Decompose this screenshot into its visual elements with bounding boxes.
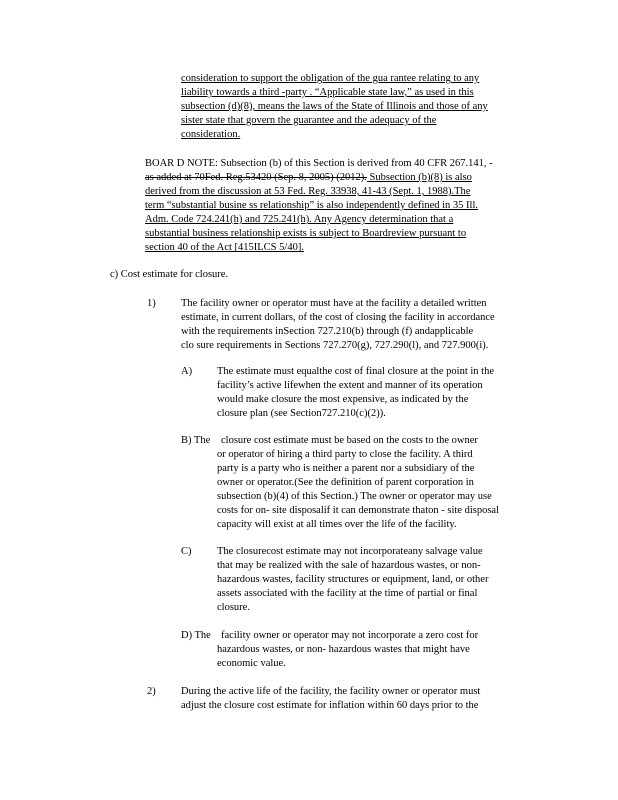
item-a-paragraph xyxy=(217,365,535,421)
item-b-paragraph xyxy=(217,434,537,532)
text-line: subsection (d)(8), means the laws of the State of Illinois and those of any xyxy=(181,101,488,112)
text-line: consideration. xyxy=(181,129,241,140)
text-line: hazardous wastes, facility structures or equipment, land, or other xyxy=(217,574,489,585)
item-letter: D) The xyxy=(181,630,211,641)
item-d-paragraph xyxy=(217,629,537,671)
text-line: During the active life of the facility, the facility owner or operator must xyxy=(181,686,481,697)
item-c-paragraph xyxy=(217,545,535,615)
text-line: The closurecost estimate may not incorporateany salvage value xyxy=(217,546,483,557)
consideration-paragraph xyxy=(181,72,531,142)
item-letter: B) The xyxy=(181,435,211,446)
text-line: adjust the closure cost estimate for inflation within 60 days prior to the xyxy=(181,700,479,711)
text-line: facility owner or operator may not incorporate a zero cost for xyxy=(221,630,479,641)
board-note-line: derived from the discussion at 53 Fed. Reg. 33938, 41-43 (Sept. 1, 1988).The xyxy=(145,186,471,197)
board-note-line: Adm. Code 724.241(h) and 725.241(h). Any Agency determination that a xyxy=(145,214,454,225)
text-line: or operator of hiring a third party to close the facility. A third xyxy=(217,449,473,460)
text-line: closure plan (see Section727.210(c)(2)). xyxy=(217,408,386,419)
text-line: that may be realized with the sale of hazardous wastes, or non- xyxy=(217,560,481,571)
board-note-line: term “substantial busine ss relationship” is also independently defined in 35 Ill. xyxy=(145,200,479,211)
board-note-line: substantial business relationship exists is subject to Boardreview pursuant to xyxy=(145,228,467,239)
item-number: 2) xyxy=(147,686,156,697)
text-line: subsection (b)(4) of this Section.) The owner or operator may use xyxy=(217,491,492,502)
struck-text: as added at 70Fed. Reg.53420 (Sep. 8, 2005) (2012). xyxy=(145,172,367,183)
item-letter: A) xyxy=(181,366,193,377)
text-line: clo sure requirements in Sections 727.270(g), 727.290(l), and 727.900(i). xyxy=(181,340,489,351)
board-note-line: section 40 of the Act [415ILCS 5/40]. xyxy=(145,242,304,253)
text-line: The estimate must equalthe cost of final closure at the point in the xyxy=(217,366,495,377)
text-line: capacity will exist at all times over the life of the facility. xyxy=(217,519,457,530)
text-line: facility’s active lifewhen the extent and manner of its operation xyxy=(217,380,483,391)
text-line: hazardous wastes, or non- hazardous wastes that might have xyxy=(217,644,470,655)
text-line: economic value. xyxy=(217,658,286,669)
text-line: consideration to support the obligation of the gua rantee relating to any xyxy=(181,73,480,84)
text-line: closure. xyxy=(217,602,250,613)
text-line: closure cost estimate must be based on the costs to the owner xyxy=(221,435,478,446)
section-heading: c) Cost estimate for closure. xyxy=(110,269,229,280)
text-line: The facility owner or operator must have at the facility a detailed written xyxy=(181,298,487,309)
text-line: with the requirements inSection 727.210(b) through (f) andapplicable xyxy=(181,326,474,337)
text-line: owner or operator.(See the definition of parent corporation in xyxy=(217,477,474,488)
board-note-line: BOAR D NOTE: Subsection (b) of this Section is derived from 40 CFR 267.141, - xyxy=(145,158,493,169)
board-note-line xyxy=(145,171,537,185)
text-line: liability towards a third -party . “Applicable state law,” as used in this xyxy=(181,87,474,98)
item-letter: C) xyxy=(181,546,192,557)
item-2-paragraph xyxy=(181,685,533,713)
text-line: assets associated with the facility at the time of partial or final xyxy=(217,588,478,599)
text-line: costs for on- site disposalif it can demonstrate thaton - site disposal xyxy=(217,505,499,516)
inserted-text: Subsection (b)(8) is also xyxy=(366,172,472,183)
board-note xyxy=(145,157,537,255)
item-number: 1) xyxy=(147,298,156,309)
text-line: sister state that govern the guarantee and the adequacy of the xyxy=(181,115,437,126)
text-line: party is a party who is neither a parent nor a subsidiary of the xyxy=(217,463,475,474)
text-line: estimate, in current dollars, of the cost of closing the facility in accordance xyxy=(181,312,495,323)
item-1-paragraph xyxy=(181,297,533,353)
text-line: would make closure the most expensive, as indicated by the xyxy=(217,394,469,405)
